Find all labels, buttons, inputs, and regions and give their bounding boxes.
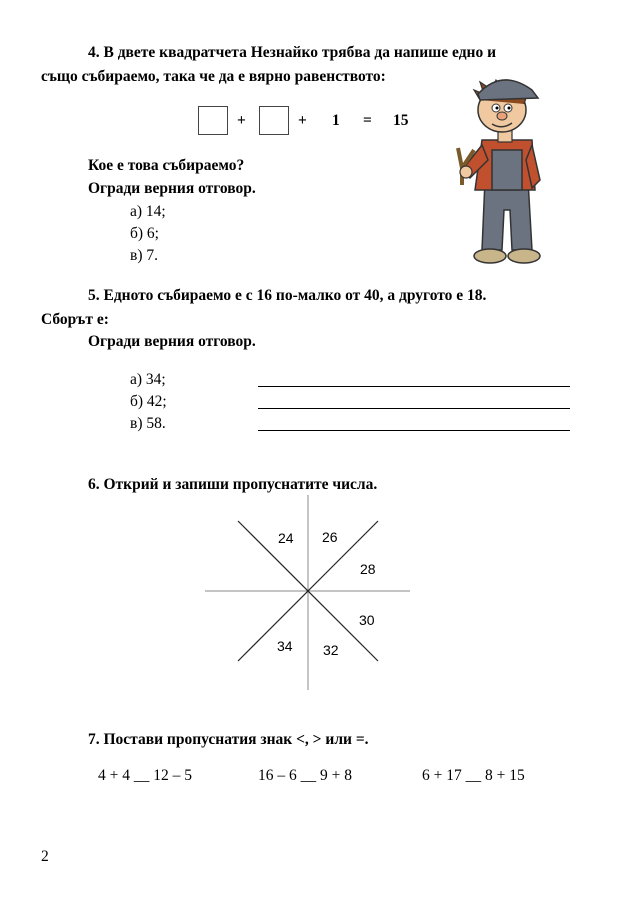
answer-box-2[interactable] [259, 106, 289, 135]
plus-sign-1: + [237, 112, 246, 129]
number-star-diagram [205, 495, 410, 690]
task5-option-a[interactable]: а) 34; [130, 371, 166, 388]
star-number-26: 26 [322, 529, 338, 545]
task4-instruction: Огради верния отговор. [88, 180, 256, 197]
equals-sign: = [363, 112, 372, 129]
star-number-28: 28 [360, 561, 376, 577]
task5-option-c[interactable]: в) 58. [130, 415, 166, 432]
comparison-1[interactable]: 4 + 4 __ 12 – 5 [98, 767, 192, 784]
task4-question: Кое е това събираемо? [88, 157, 245, 174]
plus-sign-2: + [298, 112, 307, 129]
star-number-34: 34 [277, 638, 293, 654]
comparison-3[interactable]: 6 + 17 __ 8 + 15 [422, 767, 525, 784]
task4-line2: също събираемо, така че да е вярно равенството: [41, 68, 386, 85]
task4-line1: 4. В двете квадратчета Незнайко трябва да напише едно и [88, 44, 497, 61]
task6-title: 6. Открий и запиши пропуснатите числа. [88, 476, 378, 493]
task5-option-b[interactable]: б) 42; [130, 393, 167, 410]
task7-title: 7. Постави пропуснатия знак <, > или =. [88, 731, 369, 748]
task5-line2: Сборът е: [41, 311, 109, 328]
answer-line-3[interactable] [258, 430, 570, 431]
answer-line-1[interactable] [258, 386, 570, 387]
task5-line1: 5. Едното събираемо е с 16 по-малко от 40, а другото е 18. [88, 287, 487, 304]
star-number-24: 24 [278, 530, 294, 546]
answer-box-1[interactable] [198, 106, 228, 135]
star-number-30: 30 [359, 612, 375, 628]
page-number: 2 [41, 848, 49, 865]
task4-option-c[interactable]: в) 7. [130, 247, 158, 264]
task4-option-a[interactable]: а) 14; [130, 203, 166, 220]
equation-one: 1 [332, 112, 340, 129]
task4-option-b[interactable]: б) 6; [130, 225, 159, 242]
comparison-2[interactable]: 16 – 6 __ 9 + 8 [258, 767, 352, 784]
star-number-32: 32 [323, 642, 339, 658]
answer-line-2[interactable] [258, 408, 570, 409]
task5-instruction: Огради верния отговор. [88, 333, 256, 350]
equation-result: 15 [393, 112, 409, 129]
cartoon-boy-illustration [440, 60, 560, 270]
